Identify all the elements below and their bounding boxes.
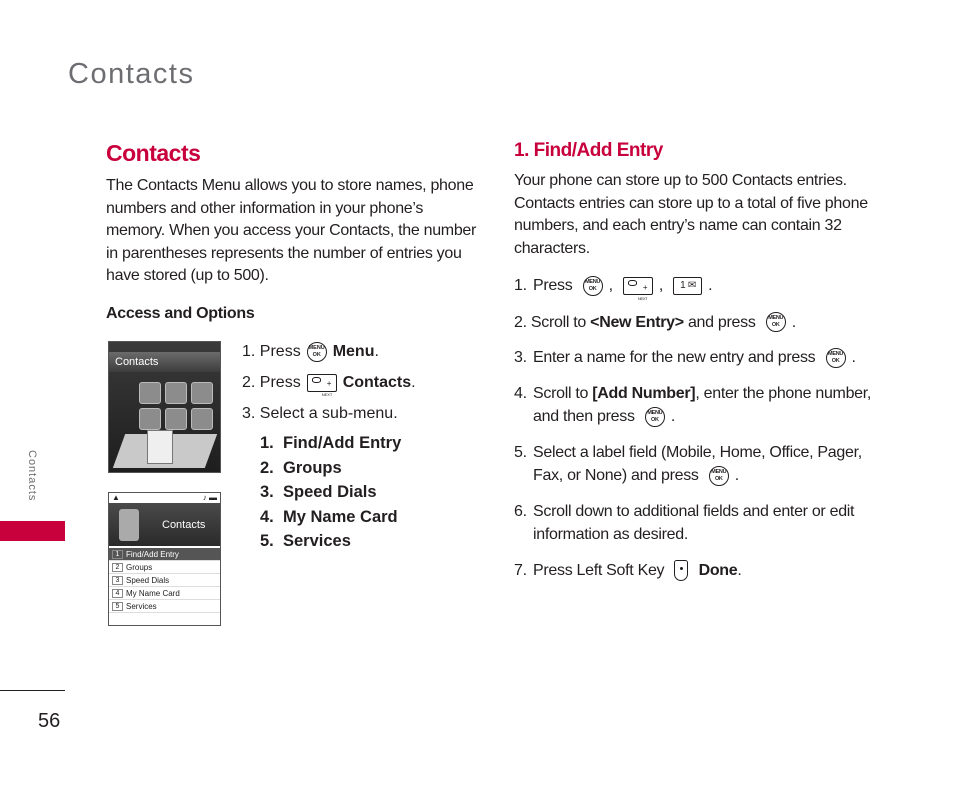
signal-icon: ▲ [112,493,120,502]
find-add-intro: Your phone can store up to 500 Contacts entries. Contacts entries can store up to a total of five phone numbers, and each entry’s name can contain 32 characters. [514,172,868,257]
side-tab-label: Contacts [26,450,38,502]
step-3: 3. Enter a name for the new entry and press MENU OK . [514,349,856,366]
left-column [106,140,481,323]
chapter-header: Contacts [68,58,195,90]
contacts-card-icon [147,430,173,464]
contacts-key-icon: + NEXT [623,277,653,295]
menu-tile-icon [191,382,213,404]
access-options-title: Access and Options [106,304,255,322]
access-steps [242,336,482,554]
side-tab-bar [0,521,65,541]
menu-tile-icon [191,408,213,430]
phone-screen-contacts-image [108,492,221,626]
menu-tile-icon [139,408,161,430]
access-step-3: 3. Select a sub-menu. [242,404,398,422]
menu-ok-key-icon: MENU OK [826,348,846,368]
screen2-title: Contacts [162,519,206,531]
menu-ok-key-icon: MENU OK [645,407,665,427]
screen2-menu-list [109,548,220,613]
access-step-2: 2. Press + NEXT Contacts . [242,373,416,397]
section-title: Contacts [106,140,201,166]
submenu-item: 5. Services [260,532,351,550]
screen2-header [109,503,220,546]
submenu-item: 3. Speed Dials [260,483,377,501]
list-item: 2 Groups [109,561,220,574]
one-key-icon: 1 ✉ [673,277,702,295]
battery-icon: ♪ ▬ [202,493,217,502]
menu-ok-key-icon: MENU OK [307,342,327,362]
menu-ok-key-icon: MENU OK [583,276,603,296]
status-bar [109,493,220,503]
list-item: 4 My Name Card [109,587,220,600]
left-soft-key-icon [674,560,688,581]
step-7: 7. Press Left Soft Key Done. [514,559,894,583]
menu-ok-key-icon: MENU OK [766,312,786,332]
menu-tile-icon [165,382,187,404]
submenu-item: 1. Find/Add Entry [260,434,402,452]
menu-ok-key-icon: MENU OK [709,466,729,486]
contacts-key-icon: + NEXT [307,374,337,392]
step-5: 5. Select a label field (Mobile, Home, Office, Pager, Fax, or None) and press MENU OK . [514,443,862,484]
step-6: 6. Scroll down to additional fields and enter or edit information as desired. [514,502,855,543]
submenu-item: 2. Groups [260,458,342,477]
step-2: 2. Scroll to <New Entry> and press MENU OK . [514,313,796,331]
step-1: 1. Press MENU OK , + NEXT , 1 ✉ . [514,277,713,301]
submenu-item: 4. My Name Card [260,507,398,526]
menu-tile-icon [139,382,161,404]
section-intro: The Contacts Menu allows you to store names, phone numbers and other information in your phone’s memory. When you access your Contacts, the number in parentheses represents the number of entries you have stored (up to 500). [106,177,477,284]
list-item: 5 Services [109,600,220,613]
menu-tile-icon [165,408,187,430]
find-add-title: 1. Find/Add Entry [514,140,663,161]
phone-screen-menu-image [108,341,221,473]
step-4: 4. Scroll to [Add Number], enter the phone number, and then press MENU OK . [514,384,872,425]
phone-book-icon [119,509,139,541]
access-step-1: 1. Press MENU OK Menu . [242,342,379,360]
screen1-title: Contacts [109,352,220,372]
page-rule [0,690,65,691]
right-column [514,140,894,582]
find-add-steps [514,274,894,582]
list-item: 3 Speed Dials [109,574,220,587]
list-item: 1 Find/Add Entry [109,548,220,561]
page-number: 56 [38,710,61,732]
submenu-list [260,431,482,554]
